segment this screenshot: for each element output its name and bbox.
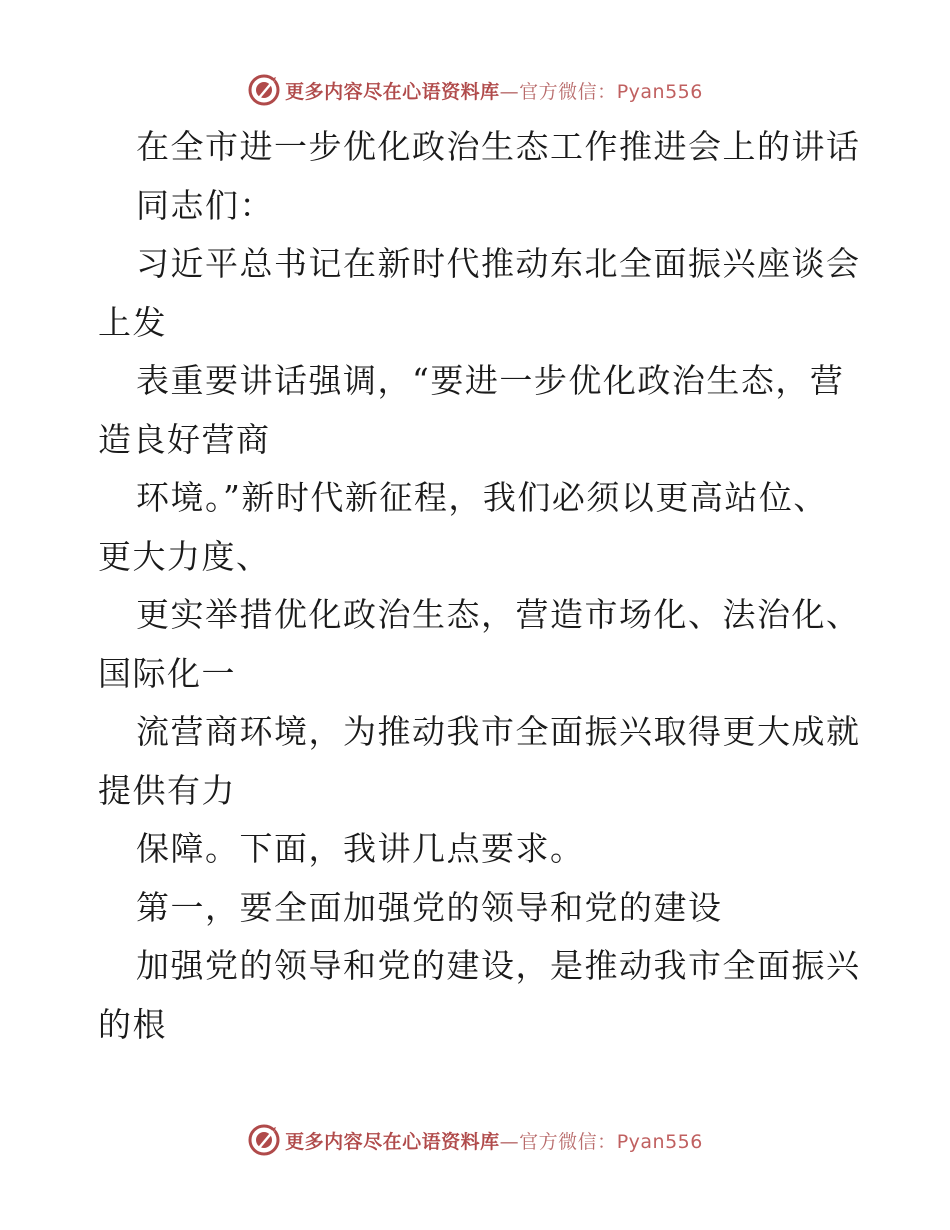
- text-line: 加强党的领导和党的建设，是推动我市全面振兴: [136, 946, 861, 985]
- footer-banner: [0, 1120, 950, 1160]
- text-line: 环境。”新时代新征程，我们必须以更高站位、: [136, 478, 828, 517]
- footer-separator: —: [499, 1130, 520, 1153]
- document-body: [98, 118, 861, 1054]
- text-line: 保障。下面，我讲几点要求。: [136, 829, 585, 868]
- header-contact-label: 官方微信：: [519, 80, 617, 103]
- brand-logo-icon: [247, 1123, 281, 1157]
- footer-contact-label: 官方微信：: [519, 1130, 617, 1153]
- footer-brand: 更多内容尽在心语资料库: [285, 1130, 500, 1153]
- text-line: 国际化一: [98, 653, 236, 693]
- footer-banner-text: [285, 1127, 703, 1154]
- text-line: 习近平总书记在新时代推动东北全面振兴座谈会: [136, 244, 861, 283]
- header-contact-id: Pyan556: [616, 80, 703, 103]
- footer-contact-id: Pyan556: [616, 1130, 703, 1153]
- header-brand: 更多内容尽在心语资料库: [285, 80, 500, 103]
- header-separator: —: [499, 80, 520, 103]
- brand-logo-icon: [247, 73, 281, 107]
- text-line: 提供有力: [98, 770, 236, 810]
- header-banner-text: [285, 77, 703, 104]
- header-banner: [0, 70, 950, 110]
- text-line: 上发: [98, 302, 167, 342]
- text-line: 同志们：: [136, 185, 274, 225]
- text-line: 第一，要全面加强党的领导和党的建设: [136, 887, 723, 927]
- text-line: 表重要讲话强调，“要进一步优化政治生态，营: [136, 361, 845, 400]
- text-line: 更实举措优化政治生态，营造市场化、法治化、: [136, 595, 861, 634]
- text-line: 更大力度、: [98, 536, 271, 576]
- text-line: 流营商环境，为推动我市全面振兴取得更大成就: [136, 712, 861, 751]
- text-line: 在全市进一步优化政治生态工作推进会上的讲话: [136, 127, 861, 166]
- text-line: 造良好营商: [98, 419, 271, 459]
- text-line: 的根: [98, 1004, 167, 1044]
